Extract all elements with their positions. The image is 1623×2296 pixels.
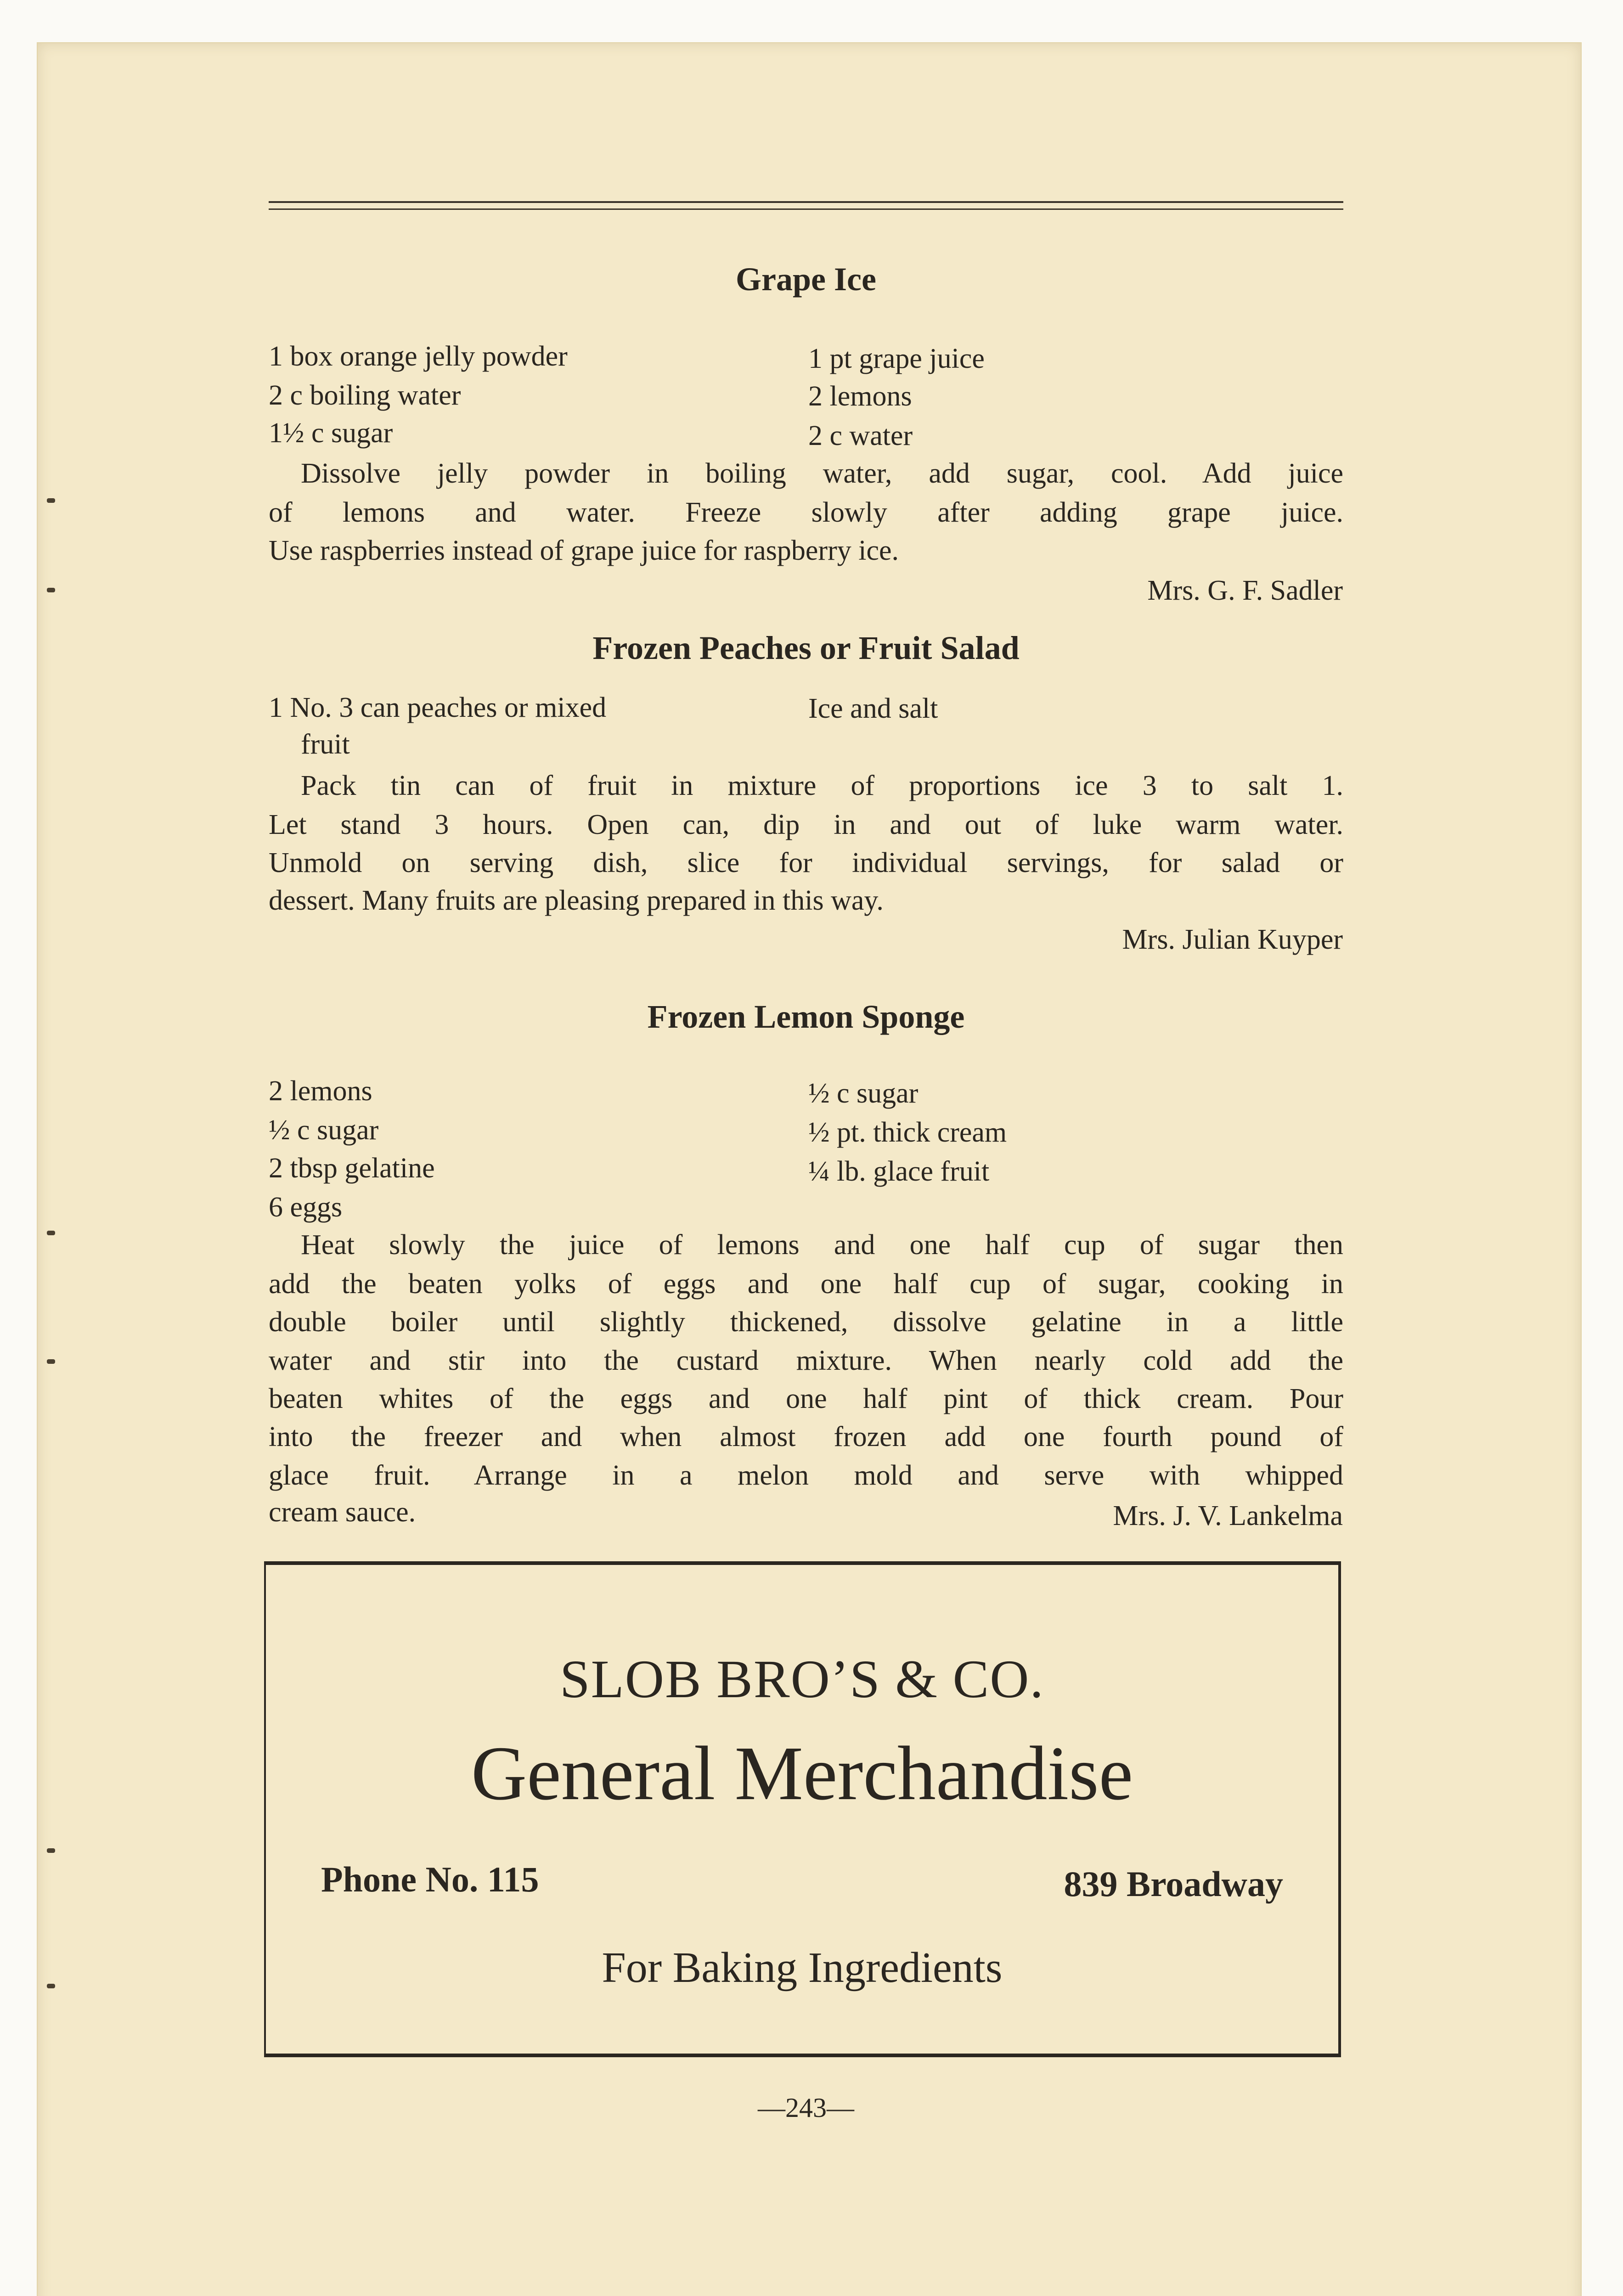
ad-phone: Phone No. 115: [321, 1859, 539, 1899]
ad-company-name: SLOB BRO’S & CO.: [560, 1649, 1044, 1709]
ingredient: 2 tbsp gelatine: [269, 1153, 435, 1184]
header-rule: [269, 208, 1343, 210]
directions-line: water and stir into the custard mixture. When nearly cold add the: [269, 1345, 1343, 1376]
directions-line: into the freezer and when almost frozen add one fourth pound of: [269, 1421, 1343, 1452]
directions-line: Dissolve jelly powder in boiling water, add sugar, cool. Add juice: [301, 458, 1343, 489]
directions-line: glace fruit. Arrange in a melon mold and serve with whipped: [269, 1460, 1343, 1491]
edge-mark: [47, 1231, 55, 1235]
edge-mark: [47, 498, 55, 503]
ingredient: ½ c sugar: [808, 1078, 919, 1109]
edge-mark: [47, 588, 55, 592]
advertisement-box: [264, 1561, 1341, 2057]
directions-line: double boiler until slightly thickened, dissolve gelatine in a little: [269, 1306, 1343, 1338]
ingredient: 1 pt grape juice: [808, 343, 985, 374]
ingredient: 2 lemons: [269, 1075, 372, 1107]
ingredient: ¼ lb. glace fruit: [808, 1156, 990, 1187]
directions-line: dessert. Many fruits are pleasing prepared in this way.: [269, 885, 884, 916]
recipe-title: Grape Ice: [736, 261, 876, 298]
ingredient: 2 c water: [808, 420, 913, 451]
ingredient: 1 No. 3 can peaches or mixed: [269, 692, 607, 723]
ingredient: fruit: [301, 729, 350, 760]
page-number: —243—: [758, 2093, 854, 2123]
ingredient: ½ c sugar: [269, 1114, 379, 1146]
ingredient: 6 eggs: [269, 1192, 343, 1223]
contributor: Mrs. G. F. Sadler: [1147, 575, 1343, 606]
contributor: Mrs. Julian Kuyper: [1122, 924, 1343, 955]
directions-line: Pack tin can of fruit in mixture of proportions ice 3 to salt 1.: [301, 770, 1343, 801]
ad-tagline: For Baking Ingredients: [602, 1944, 1003, 1992]
directions-line: add the beaten yolks of eggs and one half cup of sugar, cooking in: [269, 1268, 1343, 1300]
ingredient: 2 c boiling water: [269, 380, 461, 411]
recipe-title: Frozen Lemon Sponge: [647, 998, 965, 1035]
ingredient: Ice and salt: [808, 693, 938, 724]
ingredient: 1½ c sugar: [269, 417, 393, 449]
directions-line: Use raspberries instead of grape juice for raspberry ice.: [269, 535, 899, 566]
directions-line: of lemons and water. Freeze slowly after adding grape juice.: [269, 497, 1343, 528]
directions-line: Heat slowly the juice of lemons and one half cup of sugar then: [301, 1229, 1343, 1261]
directions-line: Let stand 3 hours. Open can, dip in and out of luke warm water.: [269, 809, 1343, 840]
ingredient: 2 lemons: [808, 381, 912, 412]
header-rule: [269, 201, 1343, 203]
edge-mark: [47, 1984, 55, 1988]
edge-mark: [47, 1848, 55, 1853]
edge-mark: [47, 1359, 55, 1364]
directions-line: Unmold on serving dish, slice for individual servings, for salad or: [269, 847, 1343, 878]
ad-headline: General Merchandise: [471, 1731, 1133, 1816]
ad-address: 839 Broadway: [1064, 1864, 1283, 1904]
ingredient: 1 box orange jelly powder: [269, 341, 568, 372]
directions-line: cream sauce.: [269, 1497, 416, 1528]
recipe-title: Frozen Peaches or Fruit Salad: [592, 630, 1020, 666]
contributor: Mrs. J. V. Lankelma: [1113, 1500, 1343, 1531]
directions-line: beaten whites of the eggs and one half pint of thick cream. Pour: [269, 1383, 1343, 1414]
ingredient: ½ pt. thick cream: [808, 1117, 1007, 1148]
